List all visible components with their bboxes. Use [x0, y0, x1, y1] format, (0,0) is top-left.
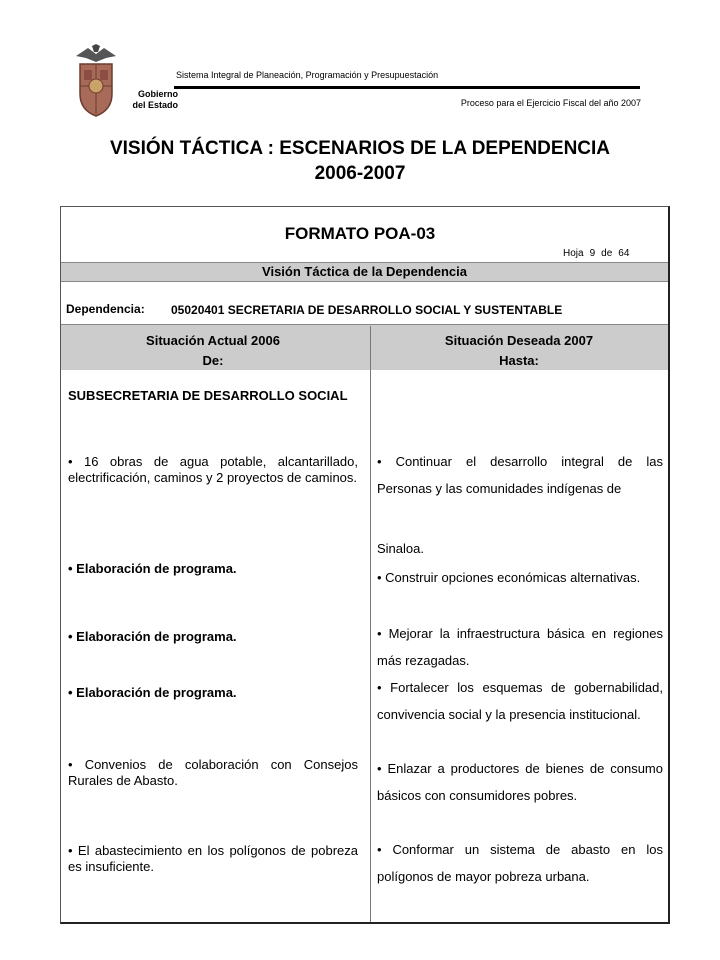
- subsecretaria-heading: SUBSECRETARIA DE DESARROLLO SOCIAL: [68, 388, 348, 403]
- header-rule: [174, 86, 640, 89]
- title-line-1: VISIÓN TÁCTICA : ESCENARIOS DE LA DEPENDENCIA: [109, 138, 611, 159]
- dependencia-value: 05020401 SECRETARIA DE DESARROLLO SOCIAL Y SUSTENTABLE: [171, 303, 563, 317]
- format-name: FORMATO POA-03: [284, 224, 436, 243]
- actual-item-1: • 16 obras de agua potable, alcantarillado, electrificación, caminos y 2 proyectos de caminos.: [68, 454, 358, 485]
- actual-column-header: [63, 331, 363, 371]
- state-coat-of-arms-icon: [74, 44, 118, 118]
- deseada-item-2: • Construir opciones económicas alternativas.: [377, 570, 641, 585]
- actual-item-3: • Elaboración de programa.: [68, 629, 237, 644]
- hoja-total: 64: [618, 248, 630, 259]
- section-band: Visión Táctica de la Dependencia: [61, 262, 668, 282]
- deseada-item-1c: Sinaloa.: [377, 541, 424, 556]
- column-divider: [370, 326, 371, 922]
- deseada-column-header: [369, 331, 669, 371]
- title-line-2: 2006-2007: [314, 163, 406, 184]
- actual-column-sub: De:: [202, 353, 224, 368]
- hoja-de: de: [601, 248, 613, 259]
- actual-item-4: • Elaboración de programa.: [68, 685, 237, 700]
- dependencia-label: Dependencia:: [66, 302, 145, 316]
- gov-line-2: del Estado: [132, 100, 178, 110]
- hoja-number: 9: [589, 248, 596, 259]
- column-header-band: [61, 324, 668, 370]
- page-title: [0, 136, 720, 186]
- deseada-column-title: Situación Deseada 2007: [444, 333, 594, 348]
- page-counter: [563, 248, 635, 259]
- actual-column-title: Situación Actual 2006: [146, 333, 280, 348]
- actual-item-5: • Convenios de colaboración con Consejos Rurales de Abasto.: [68, 757, 358, 788]
- system-name: Sistema Integral de Planeación, Programación y Presupuestación: [176, 70, 439, 80]
- deseada-item-1b: Personas y las comunidades indígenas de: [377, 481, 622, 496]
- gov-line-1: Gobierno: [138, 89, 178, 99]
- deseada-item-6: • Conformar un sistema de abasto en los polígonos de mayor pobreza urbana.: [377, 842, 663, 884]
- government-label: [122, 89, 178, 111]
- process-label: Proceso para el Ejercicio Fiscal del año 2007: [460, 98, 641, 108]
- deseada-item-4: • Fortalecer los esquemas de gobernabilidad, convivencia social y la presencia institucional.: [377, 680, 663, 722]
- actual-item-6: • El abastecimiento en los polígonos de pobreza es insuficiente.: [68, 843, 358, 874]
- actual-item-2: • Elaboración de programa.: [68, 561, 237, 576]
- hoja-label: Hoja: [563, 248, 584, 259]
- deseada-column-sub: Hasta:: [499, 353, 539, 368]
- deseada-item-3: • Mejorar la infraestructura básica en regiones más rezagadas.: [377, 626, 663, 668]
- deseada-item-1a: • Continuar el desarrollo integral de las: [377, 454, 663, 469]
- deseada-item-5: • Enlazar a productores de bienes de consumo básicos con consumidores pobres.: [377, 761, 663, 803]
